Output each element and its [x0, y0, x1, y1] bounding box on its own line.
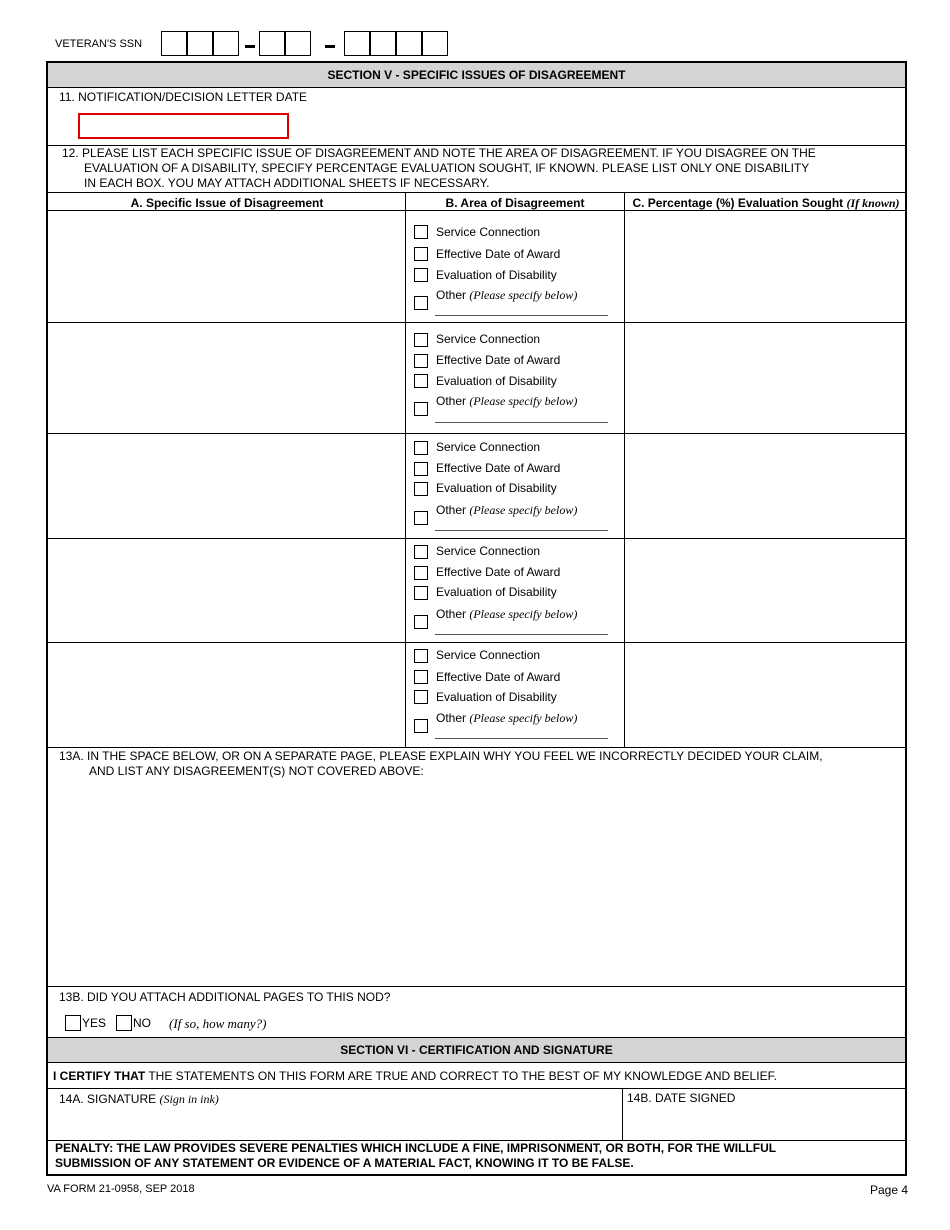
- service-connection-label: Service Connection: [436, 225, 541, 239]
- evaluation-label: Evaluation of Disability: [436, 481, 557, 495]
- evaluation-label: Evaluation of Disability: [436, 268, 557, 282]
- other-checkbox-3[interactable]: [414, 511, 428, 525]
- issue-input-3[interactable]: [50, 436, 402, 535]
- service-connection-checkbox-1[interactable]: [414, 225, 428, 239]
- item-12-line1: 12. PLEASE LIST EACH SPECIFIC ISSUE OF DISAGREEMENT AND NOTE THE AREA OF DISAGREEMENT. IF YOU DISAGREE ON THE: [62, 146, 816, 160]
- service-connection-checkbox-3[interactable]: [414, 441, 428, 455]
- service-connection-checkbox-2[interactable]: [414, 333, 428, 347]
- service-connection-checkbox-4[interactable]: [414, 545, 428, 559]
- penalty-line1: PENALTY: THE LAW PROVIDES SEVERE PENALTIES WHICH INCLUDE A FINE, IMPRISONMENT, OR BOTH, FOR THE WILLFUL: [55, 1141, 777, 1155]
- form-body: [46, 61, 907, 1176]
- ssn-digit-6[interactable]: [344, 31, 370, 56]
- percentage-input-5[interactable]: [627, 645, 905, 744]
- column-b-header: B. Area of Disagreement: [445, 196, 585, 210]
- service-connection-label: Service Connection: [436, 648, 541, 662]
- item-12-line2: EVALUATION OF A DISABILITY, SPECIFY PERCENTAGE EVALUATION SOUGHT, IF KNOWN. PLEASE LIST ONLY ONE DISABILITY: [84, 161, 810, 175]
- ssn-digit-3[interactable]: [213, 31, 239, 56]
- issue-input-4[interactable]: [50, 541, 402, 639]
- effective-date-checkbox-5[interactable]: [414, 670, 428, 684]
- ssn-digit-8[interactable]: [396, 31, 422, 56]
- evaluation-label: Evaluation of Disability: [436, 690, 557, 704]
- service-connection-label: Service Connection: [436, 332, 541, 346]
- issue-input-2[interactable]: [50, 325, 402, 430]
- issue-input-1[interactable]: [50, 213, 402, 319]
- other-label: Other (Please specify below): [436, 607, 578, 621]
- effective-date-label: Effective Date of Award: [436, 461, 561, 475]
- issue-input-5[interactable]: [50, 645, 402, 744]
- evaluation-checkbox-1[interactable]: [414, 268, 428, 282]
- other-checkbox-2[interactable]: [414, 402, 428, 416]
- percentage-input-4[interactable]: [627, 541, 905, 639]
- item-13a-line1: 13A. IN THE SPACE BELOW, OR ON A SEPARATE PAGE, PLEASE EXPLAIN WHY YOU FEEL WE INCORRECTLY DECIDED YOUR CLAIM,: [59, 749, 823, 763]
- section-5-header: SECTION V - SPECIFIC ISSUES OF DISAGREEMENT: [48, 63, 905, 87]
- evaluation-checkbox-2[interactable]: [414, 374, 428, 388]
- ssn-digit-9[interactable]: [422, 31, 448, 56]
- column-c-note: (If known): [846, 196, 900, 210]
- other-checkbox-1[interactable]: [414, 296, 428, 310]
- no-label: NO: [133, 1016, 151, 1030]
- other-specify-line-4[interactable]: [435, 634, 608, 635]
- effective-date-checkbox-2[interactable]: [414, 354, 428, 368]
- date-signed-input[interactable]: [626, 1109, 904, 1137]
- yes-label: YES: [82, 1016, 107, 1030]
- effective-date-label: Effective Date of Award: [436, 353, 561, 367]
- other-label: Other (Please specify below): [436, 288, 578, 302]
- explanation-textarea[interactable]: [50, 783, 905, 983]
- how-many-hint: (If so, how many?): [169, 1016, 267, 1031]
- item-12-line3: IN EACH BOX. YOU MAY ATTACH ADDITIONAL SHEETS IF NECESSARY.: [84, 176, 490, 190]
- evaluation-checkbox-4[interactable]: [414, 586, 428, 600]
- percentage-input-3[interactable]: [627, 436, 905, 535]
- penalty-line2: SUBMISSION OF ANY STATEMENT OR EVIDENCE OF A MATERIAL FACT, KNOWING IT TO BE FALSE.: [55, 1156, 634, 1170]
- ssn-label: VETERAN'S SSN: [55, 38, 143, 50]
- section-6-header: SECTION VI - CERTIFICATION AND SIGNATURE: [48, 1038, 905, 1062]
- effective-date-label: Effective Date of Award: [436, 670, 561, 684]
- decision-letter-date-input[interactable]: [78, 113, 289, 139]
- column-c-title: C. Percentage (%) Evaluation Sought: [632, 196, 844, 210]
- other-specify-line-1[interactable]: [435, 315, 608, 316]
- effective-date-label: Effective Date of Award: [436, 565, 561, 579]
- item-11-label: 11. NOTIFICATION/DECISION LETTER DATE: [59, 90, 308, 104]
- other-specify-line-2[interactable]: [435, 422, 608, 423]
- signature-input[interactable]: [50, 1109, 620, 1137]
- signature-label: 14A. SIGNATURE (Sign in ink): [59, 1092, 219, 1106]
- certification-statement: I CERTIFY THAT THE STATEMENTS ON THIS FORM ARE TRUE AND CORRECT TO THE BEST OF MY KNOWLEDGE AND BELIEF.: [53, 1069, 777, 1083]
- no-checkbox[interactable]: [116, 1015, 132, 1031]
- item-13a-line2: AND LIST ANY DISAGREEMENT(S) NOT COVERED ABOVE:: [89, 764, 424, 778]
- ssn-digit-7[interactable]: [370, 31, 396, 56]
- item-13b-question: 13B. DID YOU ATTACH ADDITIONAL PAGES TO THIS NOD?: [59, 990, 391, 1004]
- other-checkbox-5[interactable]: [414, 719, 428, 733]
- evaluation-label: Evaluation of Disability: [436, 585, 557, 599]
- effective-date-checkbox-1[interactable]: [414, 247, 428, 261]
- ssn-digit-1[interactable]: [161, 31, 187, 56]
- effective-date-label: Effective Date of Award: [436, 247, 561, 261]
- percentage-input-2[interactable]: [627, 325, 905, 430]
- effective-date-checkbox-3[interactable]: [414, 462, 428, 476]
- other-label: Other (Please specify below): [436, 503, 578, 517]
- effective-date-checkbox-4[interactable]: [414, 566, 428, 580]
- evaluation-label: Evaluation of Disability: [436, 374, 557, 388]
- form-id: VA FORM 21-0958, SEP 2018: [47, 1183, 195, 1195]
- column-c-header: [625, 196, 907, 211]
- page-number: Page 4: [870, 1183, 909, 1197]
- evaluation-checkbox-5[interactable]: [414, 690, 428, 704]
- ssn-digit-5[interactable]: [285, 31, 311, 56]
- yes-checkbox[interactable]: [65, 1015, 81, 1031]
- date-signed-label: 14B. DATE SIGNED: [627, 1091, 736, 1105]
- ssn-digit-2[interactable]: [187, 31, 213, 56]
- other-label: Other (Please specify below): [436, 711, 578, 725]
- percentage-input-1[interactable]: [627, 213, 905, 319]
- other-specify-line-3[interactable]: [435, 530, 608, 531]
- other-specify-line-5[interactable]: [435, 738, 608, 739]
- evaluation-checkbox-3[interactable]: [414, 482, 428, 496]
- service-connection-label: Service Connection: [436, 440, 541, 454]
- other-checkbox-4[interactable]: [414, 615, 428, 629]
- other-label: Other (Please specify below): [436, 394, 578, 408]
- service-connection-label: Service Connection: [436, 544, 541, 558]
- ssn-digit-4[interactable]: [259, 31, 285, 56]
- service-connection-checkbox-5[interactable]: [414, 649, 428, 663]
- column-a-header: A. Specific Issue of Disagreement: [130, 196, 324, 210]
- ssn-dash: [325, 45, 335, 48]
- ssn-dash: [245, 45, 255, 48]
